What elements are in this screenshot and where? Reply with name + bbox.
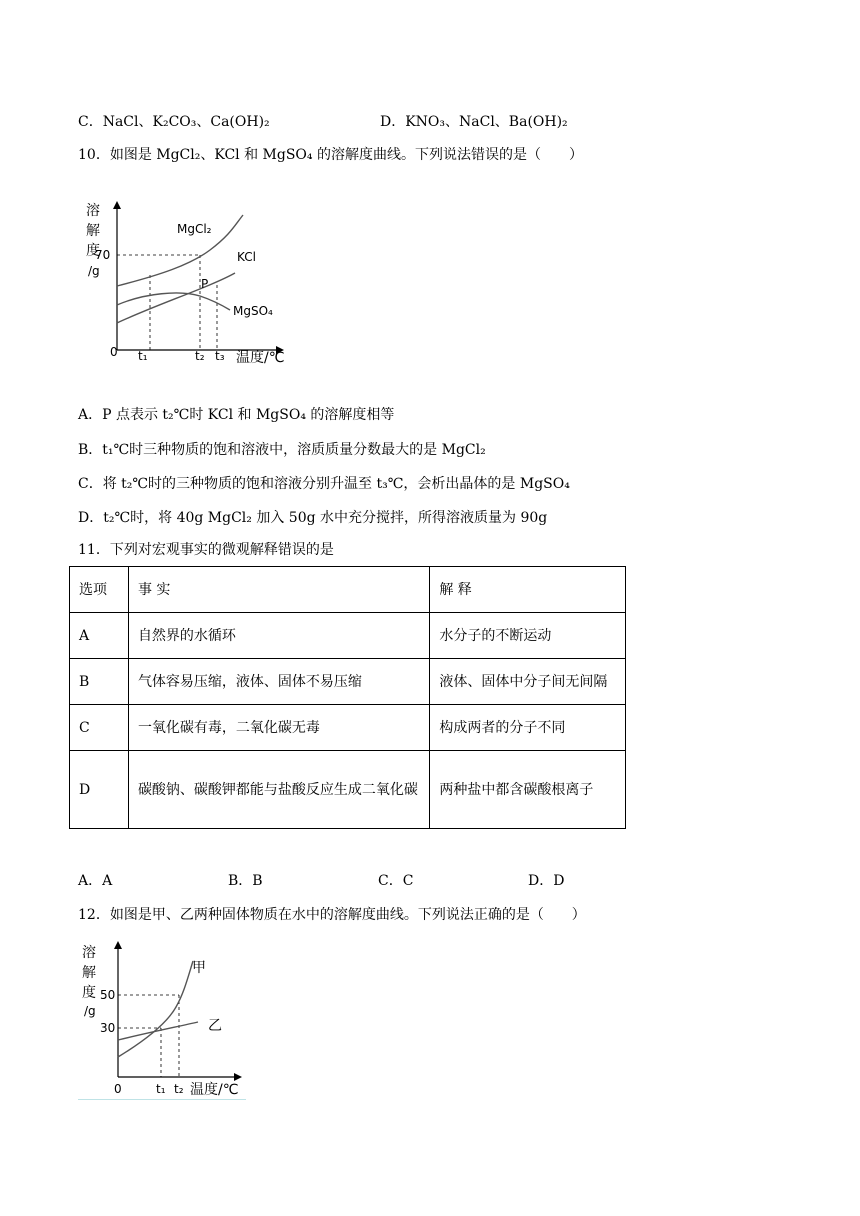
q10-curve-mgso4 — [117, 293, 230, 310]
q10-xtick-t3: t₃ — [215, 349, 225, 363]
q10-ylabel-1: 溶 — [86, 203, 100, 219]
q10-point-p: P — [201, 277, 209, 291]
q12-solubility-figure — [76, 935, 256, 1105]
q10-ylabel-4: /g — [88, 264, 100, 278]
q12-ytick-50: 50 — [100, 988, 116, 1002]
q12-ylabel-4: /g — [84, 1004, 96, 1018]
q12-stem: 12．如图是甲、乙两种固体物质在水中的溶解度曲线。下列说法正确的是（ ） — [78, 907, 586, 923]
header-fact: 事 实 — [128, 567, 429, 613]
q12-series-jia: 甲 — [192, 960, 206, 976]
q11-option-d: D．D — [528, 873, 565, 889]
q12-ylabel-1: 溶 — [82, 945, 96, 961]
q10-option-b: B．t₁℃时三种物质的饱和溶液中，溶质质量分数最大的是 MgCl₂ — [78, 442, 486, 458]
q10-ylabel-2: 解 — [86, 223, 100, 239]
q10-series-kcl: KCl — [237, 250, 256, 264]
q9-option-c: C．NaCl、K₂CO₃、Ca(OH)₂ — [78, 114, 270, 130]
q10-series-mgcl2: MgCl₂ — [177, 222, 212, 236]
q10-solubility-figure — [80, 195, 300, 375]
table-row — [70, 613, 626, 659]
q11-option-a: A．A — [78, 873, 113, 889]
table-row — [70, 705, 626, 751]
q12-curve-jia — [118, 961, 193, 1057]
q12-xlabel: 温度/℃ — [190, 1082, 239, 1098]
q12-xtick-t2: t₂ — [174, 1082, 184, 1096]
row-b-option: B — [70, 659, 129, 705]
q10-option-c: C．将 t₂℃时的三种物质的饱和溶液分别升温至 t₃℃，会析出晶体的是 MgSO₄ — [78, 476, 570, 492]
q11-table — [69, 566, 626, 829]
q10-origin: 0 — [110, 345, 118, 359]
figure-underline — [78, 1099, 246, 1100]
q12-ytick-30: 30 — [100, 1021, 116, 1035]
q12-xtick-t1: t₁ — [156, 1082, 166, 1096]
row-d-option: D — [70, 751, 129, 829]
q10-ytick-70: 70 — [95, 248, 111, 262]
q12-curve-yi — [118, 1022, 198, 1040]
row-b-fact: 气体容易压缩，液体、固体不易压缩 — [128, 659, 429, 705]
row-b-explanation: 液体、固体中分子间无间隔 — [430, 659, 626, 705]
q12-ylabel-3: 度 — [82, 985, 96, 1001]
q11-option-c: C．C — [378, 873, 414, 889]
table-header-row — [70, 567, 626, 613]
q10-xtick-t1: t₁ — [138, 349, 148, 363]
q10-ylabel-3: 度 — [86, 243, 100, 259]
table-row — [70, 751, 626, 829]
row-a-option: A — [70, 613, 129, 659]
q10-xtick-t2: t₂ — [195, 349, 205, 363]
q10-stem: 10．如图是 MgCl₂、KCl 和 MgSO₄ 的溶解度曲线。下列说法错误的是（ ） — [78, 147, 583, 163]
row-a-fact: 自然界的水循环 — [128, 613, 429, 659]
q11-stem: 11．下列对宏观事实的微观解释错误的是 — [78, 542, 334, 558]
row-d-explanation: 两种盐中都含碳酸根离子 — [430, 751, 626, 829]
q10-xlabel: 温度/℃ — [236, 350, 285, 366]
q12-ylabel-2: 解 — [82, 965, 96, 981]
header-explanation: 解 释 — [430, 567, 626, 613]
table-row — [70, 659, 626, 705]
row-d-fact: 碳酸钠、碳酸钾都能与盐酸反应生成二氧化碳 — [128, 751, 429, 829]
q10-option-d: D．t₂℃时，将 40g MgCl₂ 加入 50g 水中充分搅拌，所得溶液质量为 90g — [78, 510, 548, 526]
q10-series-mgso4: MgSO₄ — [233, 304, 273, 318]
row-c-explanation: 构成两者的分子不同 — [430, 705, 626, 751]
q12-series-yi: 乙 — [208, 1018, 222, 1034]
q11-option-b: B．B — [228, 873, 263, 889]
q9-option-d: D．KNO₃、NaCl、Ba(OH)₂ — [380, 114, 568, 130]
q12-origin: 0 — [114, 1082, 122, 1096]
row-c-fact: 一氧化碳有毒，二氧化碳无毒 — [128, 705, 429, 751]
header-option: 选项 — [70, 567, 129, 613]
row-a-explanation: 水分子的不断运动 — [430, 613, 626, 659]
row-c-option: C — [70, 705, 129, 751]
q10-option-a: A．P 点表示 t₂℃时 KCl 和 MgSO₄ 的溶解度相等 — [78, 407, 395, 423]
